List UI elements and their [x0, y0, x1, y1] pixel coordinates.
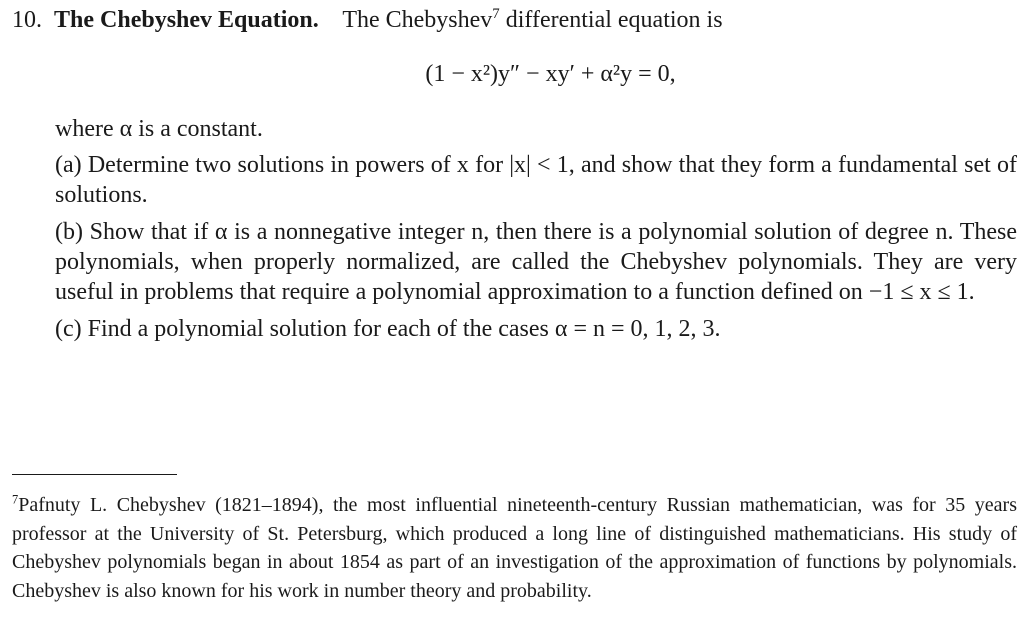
- footnote-text: Pafnuty L. Chebyshev (1821–1894), the most influential nineteenth-century Russian mathematician, was for 35 years professor at the University of St. Petersburg, which produced a long line of distinguished mathematicians. His study of Chebyshev polynomials began in about 1854 as part of an investigation of the approximation of functions by polynomials. Chebyshev is also known for his work in number theory and probability.: [12, 494, 1017, 602]
- problem-10: [12, 4, 1017, 351]
- part-b-text: Show that if α is a nonnegative integer n, then there is a polynomial solution of degree n. These polynomials, when properly normalized, are called the Chebyshev polynomials. They are very useful in problems that require a polynomial approximation to a function defined on −1 ≤ x ≤ 1.: [55, 219, 1017, 305]
- problem-number: 10.: [12, 7, 42, 33]
- chebyshev-equation: [12, 58, 1017, 90]
- part-b-label: (b): [55, 219, 83, 245]
- part-a-label: (a): [55, 152, 82, 178]
- part-c: [55, 314, 1017, 344]
- where-clause: where α is a constant.: [55, 116, 263, 142]
- part-c-label: (c): [55, 316, 82, 342]
- footnote-marker: 7: [12, 492, 19, 507]
- problem-intro-text: The Chebyshev: [342, 7, 493, 33]
- part-a-text: Determine two solutions in powers of x for |x| < 1, and show that they form a fundamental set of solutions.: [55, 152, 1017, 208]
- part-b: [55, 217, 1017, 307]
- problem-body: [55, 114, 1017, 344]
- part-c-text: Find a polynomial solution for each of the cases α = n = 0, 1, 2, 3.: [87, 316, 721, 342]
- footnote: [12, 491, 1017, 605]
- problem-intro-continuation: differential equation is: [499, 7, 723, 33]
- problem-title: The Chebyshev Equation.: [54, 7, 319, 33]
- equation-text: (1 − x²)y″ − xy′ + α²y = 0,: [425, 61, 676, 87]
- problem-header: [12, 4, 1017, 36]
- footnote-divider: [12, 474, 177, 475]
- part-a: [55, 150, 1017, 210]
- footnote-reference-marker[interactable]: 7: [492, 5, 500, 22]
